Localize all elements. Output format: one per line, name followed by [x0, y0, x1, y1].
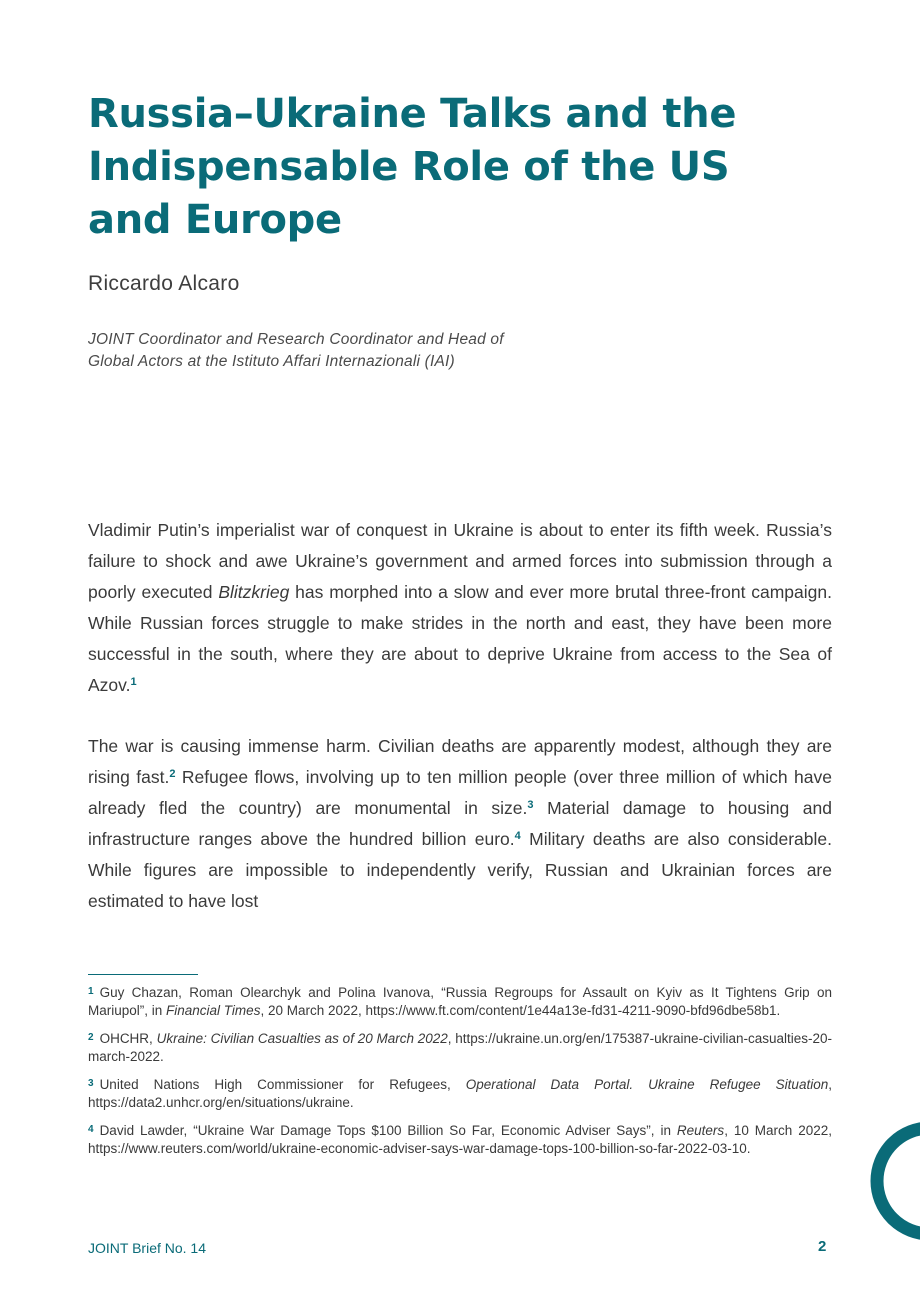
footnote-ref-3[interactable]: 3	[527, 799, 534, 811]
footnote-divider	[88, 974, 198, 975]
footnote-ref-1[interactable]: 1	[130, 676, 137, 688]
author-affiliation: JOINT Coordinator and Research Coordinator and Head of Global Actors at the Istituto Affari Internazionali (IAI)	[88, 331, 504, 370]
footnote-ref-4[interactable]: 4	[514, 830, 521, 842]
footnote-1: $^1$ Guy Chazan, Roman Olearchyk and Polina Ivanova, “Russia Regroups for Assault on Kyiv as It Tightens Grip on Mariupol”, in Financial Times, 20 March 2022, https://www.ft.com/content/1e44a13e-fd31-4211-9090-bfd96dbe58b1.	[88, 985, 832, 1018]
footnote-2: $^2$ OHCHR, Ukraine: Civilian Casualties as of 20 March 2022, https://ukraine.un.org/en/175387-ukraine-civilian-casualties-20-march-2022.	[88, 1031, 832, 1064]
author-name: Riccardo Alcaro	[88, 272, 240, 295]
footnote-3: $^3$ United Nations High Commissioner for Refugees, Operational Data Portal. Ukraine Refugee Situation, https://data2.unhcr.org/en/situations/ukraine.	[88, 1077, 832, 1110]
footnote-ref-2[interactable]: 2	[169, 768, 176, 780]
page-title: Russia–Ukraine Talks and the Indispensable Role of the US and Europe	[88, 91, 737, 243]
page-number: 2	[818, 1238, 827, 1255]
footer-series: JOINT Brief No. 14	[88, 1240, 207, 1256]
decorative-ring-icon	[864, 1114, 920, 1249]
footnotes	[88, 983, 832, 1167]
paragraph: The war is causing immense harm. Civilian deaths are apparently modest, although they are rising fast.$^2$ Refugee flows, involving up to ten million people (over three million of which have already fled the country) are monumental in size.$^3$ Material damage to housing and infrastructure ranges above the hundred billion euro.$^4$ Military deaths are also considerable. While figures are impossible to independently verify, Russian and Ukrainian forces are estimated to have lost	[88, 736, 832, 911]
paragraph: Vladimir Putin’s imperialist war of conquest in Ukraine is about to enter its fifth week. Russia’s failure to shock and awe Ukraine’s government and armed forces into submission through a poorly executed Blitzkrieg has morphed into a slow and ever more brutal three-front campaign. While Russian forces struggle to make strides in the north and east, they have been more successful in the south, where they are about to deprive Ukraine from access to the Sea of Azov.$^1$	[88, 520, 832, 695]
footnote-4: $^4$ David Lawder, “Ukraine War Damage Tops $100 Billion So Far, Economic Adviser Says”, in Reuters, 10 March 2022, https://www.reuters.com/world/ukraine-economic-adviser-says-war-damage-tops-100-billion-so-far-2022-03-10.	[88, 1123, 832, 1156]
body-text	[88, 515, 832, 947]
emphasis: Blitzkrieg	[218, 582, 290, 602]
